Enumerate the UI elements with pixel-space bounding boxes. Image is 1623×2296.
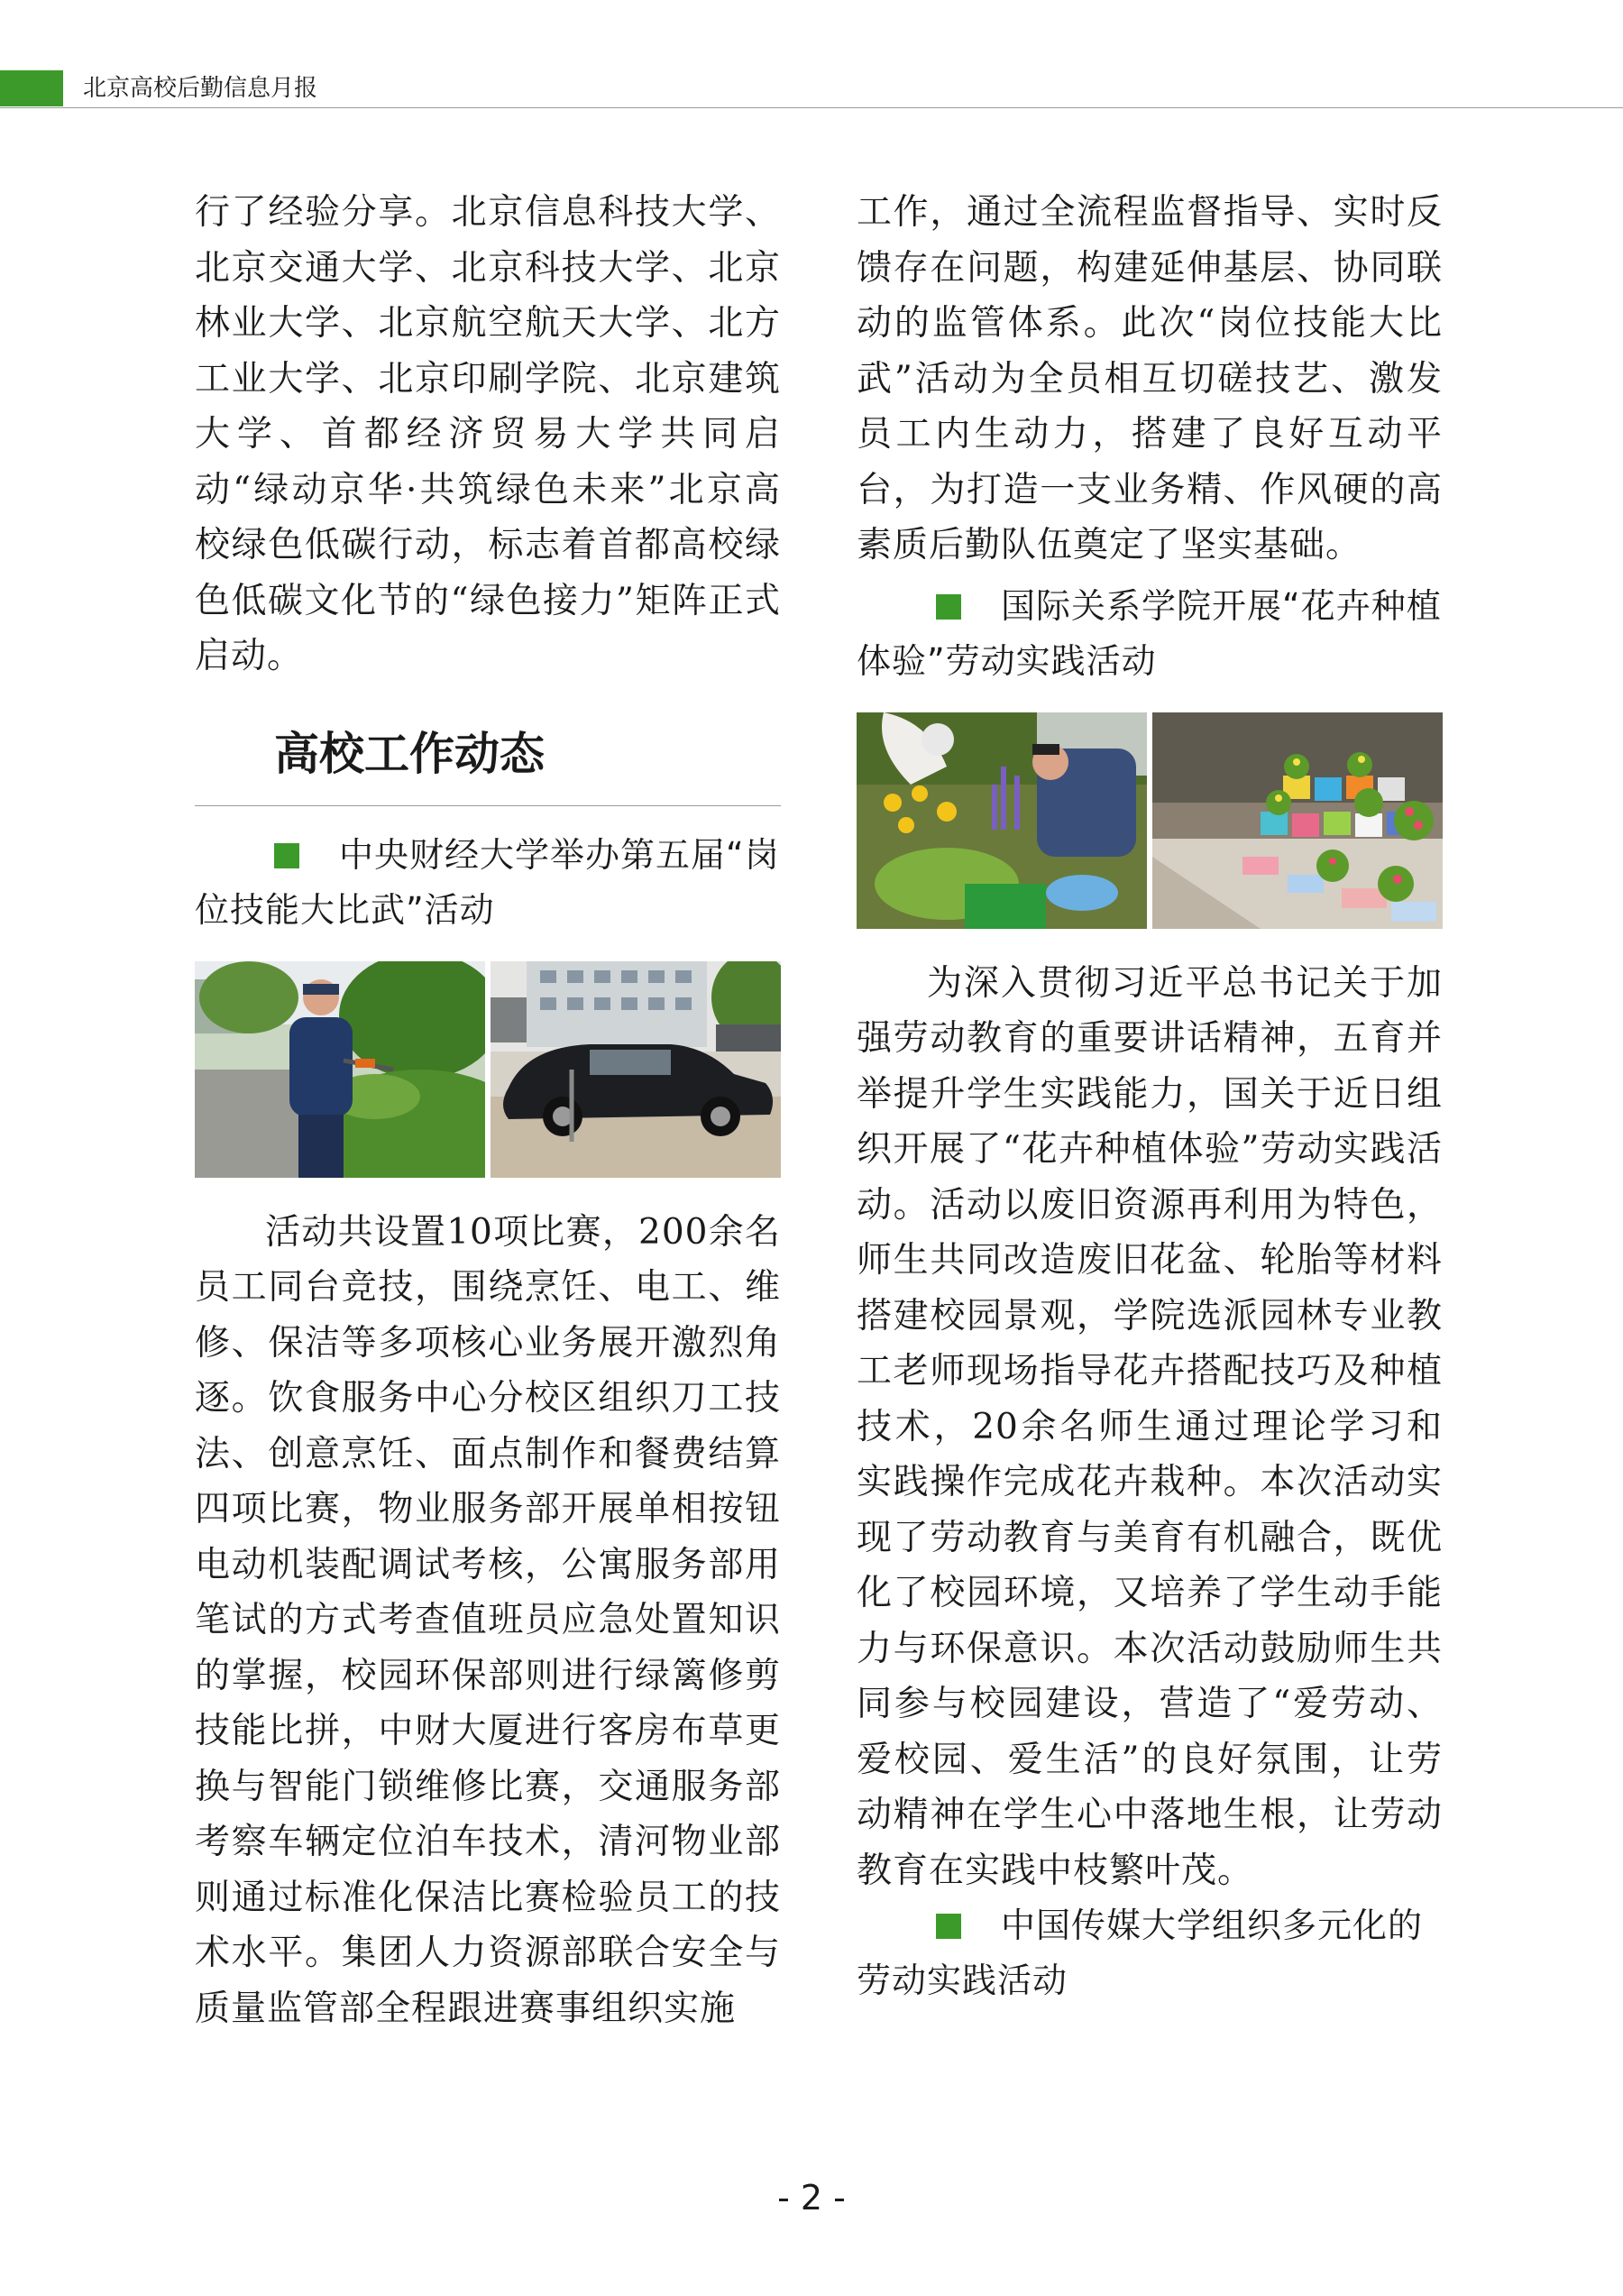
article-title-uir: [857, 579, 1443, 689]
article-title-cufe: [195, 828, 781, 938]
article-title-cuc-text: 中国传媒大学组织多元化的劳动实践活动: [857, 1906, 1424, 2000]
article-title-cufe-text: 中央财经大学举办第五届“岗位技能大比武”活动: [195, 834, 780, 930]
publication-title: 北京高校后勤信息月报: [83, 75, 318, 102]
left-column: [195, 185, 781, 2036]
article-title-uir-text: 国际关系学院开展“花卉种植体验”劳动实践活动: [857, 585, 1442, 681]
students-planting-flowers-photo: [857, 712, 1147, 929]
green-square-bullet-icon: [274, 843, 299, 868]
header-accent-bar: [0, 70, 63, 106]
gardener-trimming-hedge-photo: [195, 961, 485, 1178]
article-body-cufe: 活动共设置10项比赛，200余名员工同台竞技，围绕烹饪、电工、维修、保洁等多项核心业务展开激烈角逐。饮食服务中心分校区组织刀工技法、创意烹饪、面点制作和餐费结算四项比赛，物业服务部开展单相按钮电动机装配调试考核，公寓服务部用笔试的方式考查值班员应急处置知识的掌握，校园环保部则进行绿篱修剪技能比拼，中财大厦进行客房布草更换与智能门锁维修比赛，交通服务部考察车辆定位泊车技术，清河物业部则通过标准化保洁比赛检验员工的技术水平。集团人力资源部联合安全与质量监管部全程跟进赛事组织实施: [195, 1211, 781, 2029]
article-title-cuc: [857, 1898, 1443, 2008]
section-heading: 高校工作动态: [274, 727, 545, 780]
right-column: [857, 185, 1443, 2008]
cufe-photo-row: [195, 961, 781, 1178]
potted-flowers-display-photo: [1152, 712, 1443, 929]
green-square-bullet-icon: [936, 1914, 961, 1939]
green-square-bullet-icon: [936, 594, 961, 620]
article-body-uir: 为深入贯彻习近平总书记关于加强劳动教育的重要讲话精神，五育并举提升学生实践能力，国关于近日组织开展了“花卉种植体验”劳动实践活动。活动以废旧资源再利用为特色，师生共同改造废旧花盆、轮胎等材料搭建校园景观，学院选派园林专业教工老师现场指导花卉搭配技巧及种植技术，20余名师生通过理论学习和实践操作完成花卉栽种。本次活动实现了劳动教育与美育有机融合，既优化了校园环境，又培养了学生动手能力与环保意识。本次活动鼓励师生共同参与校园建设，营造了“爱劳动、爱校园、爱生活”的良好氛围，让劳动精神在学生心中落地生根，让劳动教育在实践中枝繁叶茂。: [857, 962, 1443, 1891]
black-sedan-parking-photo: [491, 961, 781, 1178]
header-divider: [0, 107, 1623, 108]
uir-photo-row: [857, 712, 1443, 929]
continuation-paragraph: 工作，通过全流程监督指导、实时反馈存在问题，构建延伸基层、协同联动的监管体系。此次“岗位技能大比武”活动为全员相互切磋技艺、激发员工内生动力，搭建了良好互动平台，为打造一支业务精、作风硬的高素质后勤队伍奠定了坚实基础。: [857, 192, 1443, 565]
page-number: - 2 -: [777, 2178, 846, 2218]
intro-paragraph: 行了经验分享。北京信息科技大学、北京交通大学、北京科技大学、北京林业大学、北京航空航天大学、北方工业大学、北京印刷学院、北京建筑大学、首都经济贸易大学共同启动“绿动京华·共筑绿色未来”北京高校绿色低碳行动，标志着首都高校绿色低碳文化节的“绿色接力”矩阵正式启动。: [195, 192, 781, 676]
